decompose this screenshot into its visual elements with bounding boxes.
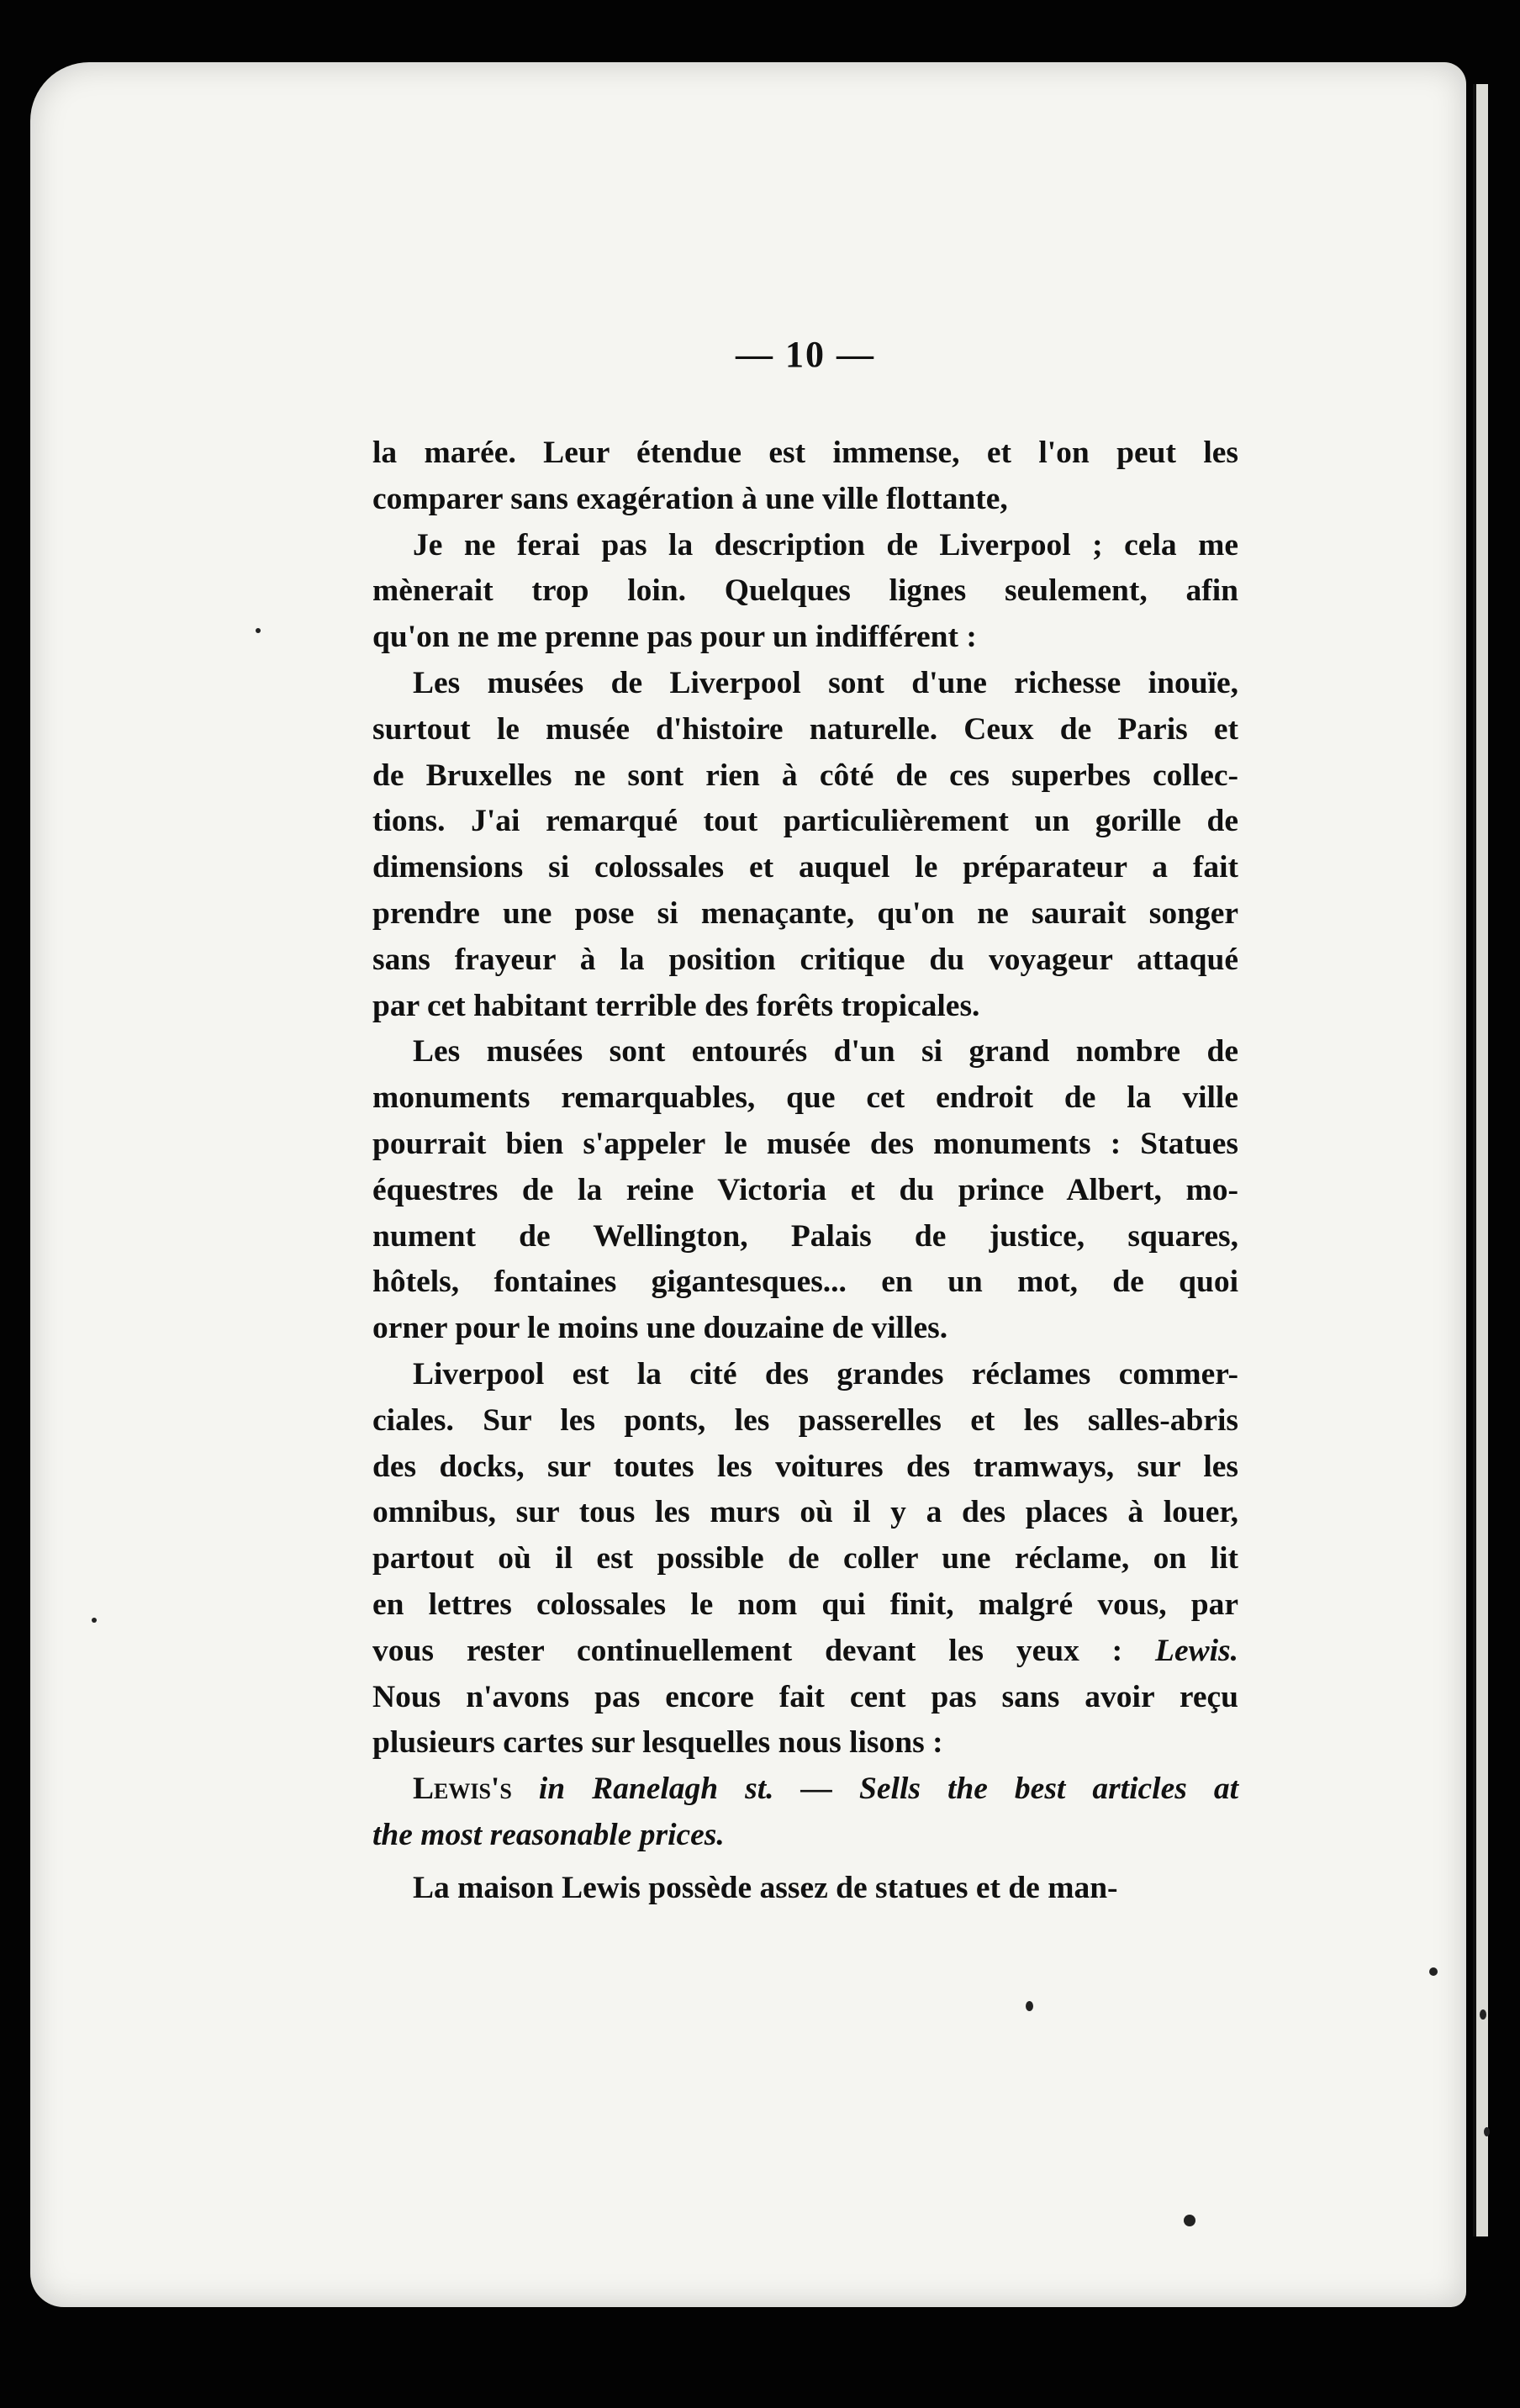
text-line bbox=[372, 1582, 1238, 1629]
text-line-content: des docks, sur toutes les voitures des tramways, sur les bbox=[372, 1449, 1238, 1484]
text-line bbox=[372, 568, 1238, 615]
text-line-content: tions. J'ai remarqué tout particulièrement un gorille de bbox=[372, 804, 1238, 839]
text-line bbox=[372, 477, 1238, 523]
text-line bbox=[372, 1536, 1238, 1582]
text-line-content: équestres de la reine Victoria et du prince Albert, mo- bbox=[372, 1172, 1238, 1207]
page-text-block bbox=[372, 330, 1238, 1912]
text-line-content: Nous n'avons pas encore fait cent pas sans avoir reçu bbox=[372, 1679, 1238, 1714]
text-line-content: en lettres colossales le nom qui finit, malgré vous, par bbox=[372, 1587, 1238, 1622]
text-line-content: orner pour le moins une douzaine de villes. bbox=[372, 1311, 948, 1346]
ink-speck bbox=[256, 628, 261, 633]
text-line bbox=[372, 845, 1238, 891]
text-line bbox=[372, 1075, 1238, 1122]
text-line bbox=[372, 1168, 1238, 1214]
text-line bbox=[372, 1029, 1238, 1075]
text-line-content: sans frayeur à la position critique du voyageur attaqué bbox=[372, 942, 1238, 977]
text-line bbox=[372, 1720, 1238, 1766]
text-line bbox=[372, 1398, 1238, 1444]
text-line-content: Les musées de Liverpool sont d'une richesse inouïe, bbox=[413, 665, 1238, 700]
text-line-content: plusieurs cartes sur lesquelles nous lisons : bbox=[372, 1725, 943, 1761]
text-line-content: comparer sans exagération à une ville flottante, bbox=[372, 481, 1008, 516]
text-line-content: par cet habitant terrible des forêts tropicales. bbox=[372, 988, 980, 1023]
ink-speck bbox=[1484, 2127, 1490, 2136]
italic-word: Lewis. bbox=[1155, 1633, 1238, 1668]
text-line-content: mènerait trop loin. Quelques lignes seulement, afin bbox=[372, 573, 1238, 609]
text-line-content: monuments remarquables, que cet endroit de la ville bbox=[372, 1080, 1238, 1116]
text-line bbox=[372, 1306, 1238, 1352]
text-line bbox=[372, 523, 1238, 569]
ink-speck bbox=[1480, 2009, 1486, 2020]
text-line bbox=[372, 937, 1238, 984]
text-line-content: de Bruxelles ne sont rien à côté de ces superbes collec- bbox=[372, 758, 1238, 793]
text-line-content: nument de Wellington, Palais de justice, squares, bbox=[372, 1218, 1238, 1254]
text-line bbox=[372, 984, 1238, 1030]
text-line bbox=[372, 1352, 1238, 1398]
ad-line-1 bbox=[372, 1766, 1238, 1813]
ad-slogan-part-1: in Ranelagh st. — Sells the best articles at bbox=[511, 1772, 1238, 1807]
text-line bbox=[372, 1675, 1238, 1721]
page-number: — 10 — bbox=[736, 334, 875, 375]
text-line-content: pourrait bien s'appeler le musée des monuments : Statues bbox=[372, 1126, 1238, 1161]
text-line-content: hôtels, fontaines gigantesques... en un mot, de quoi bbox=[372, 1265, 1238, 1300]
text-line-content: Je ne ferai pas la description de Liverpool ; cela me bbox=[413, 527, 1238, 562]
text-line bbox=[372, 799, 1238, 845]
text-line bbox=[372, 430, 1238, 477]
text-line-content: qu'on ne me prenne pas pour un indifférent : bbox=[372, 620, 977, 655]
text-line-content: vous rester continuellement devant les yeux : bbox=[372, 1633, 1156, 1668]
next-page-edge bbox=[1473, 84, 1488, 2236]
text-line bbox=[372, 1444, 1238, 1491]
text-line-content: ciales. Sur les ponts, les passerelles et les salles-abris bbox=[372, 1402, 1238, 1438]
body-text bbox=[372, 430, 1238, 1766]
text-line bbox=[372, 753, 1238, 800]
text-line bbox=[372, 1214, 1238, 1260]
text-line bbox=[372, 1259, 1238, 1306]
text-line bbox=[372, 1490, 1238, 1536]
final-line: La maison Lewis possède assez de statues et de man- bbox=[413, 1870, 1118, 1905]
ad-shop-name: Lewis's bbox=[413, 1772, 512, 1807]
ad-line-2: the most reasonable prices. bbox=[372, 1817, 725, 1852]
ink-speck bbox=[1429, 1967, 1438, 1976]
text-line bbox=[372, 615, 1238, 661]
text-line bbox=[372, 1122, 1238, 1168]
text-line bbox=[372, 707, 1238, 753]
text-line-content: prendre une pose si menaçante, qu'on ne saurait songer bbox=[372, 895, 1238, 931]
text-line-content: partout où il est possible de coller une réclame, on lit bbox=[372, 1541, 1238, 1576]
ink-speck bbox=[1184, 2215, 1195, 2226]
text-line bbox=[372, 1629, 1238, 1675]
text-line-content: dimensions si colossales et auquel le préparateur a fait bbox=[372, 850, 1238, 885]
text-line-content: la marée. Leur étendue est immense, et l'on peut les bbox=[372, 436, 1238, 470]
text-line bbox=[372, 891, 1238, 937]
ink-speck bbox=[92, 1618, 97, 1623]
text-line-content: Les musées sont entourés d'un si grand nombre de bbox=[413, 1034, 1238, 1069]
text-line-content: surtout le musée d'histoire naturelle. Ceux de Paris et bbox=[372, 711, 1238, 747]
text-line-content: omnibus, sur tous les murs où il y a des places à louer, bbox=[372, 1495, 1238, 1530]
text-line bbox=[372, 661, 1238, 707]
text-line-content: Liverpool est la cité des grandes réclames commer- bbox=[413, 1356, 1238, 1391]
ink-speck bbox=[1026, 2001, 1033, 2011]
